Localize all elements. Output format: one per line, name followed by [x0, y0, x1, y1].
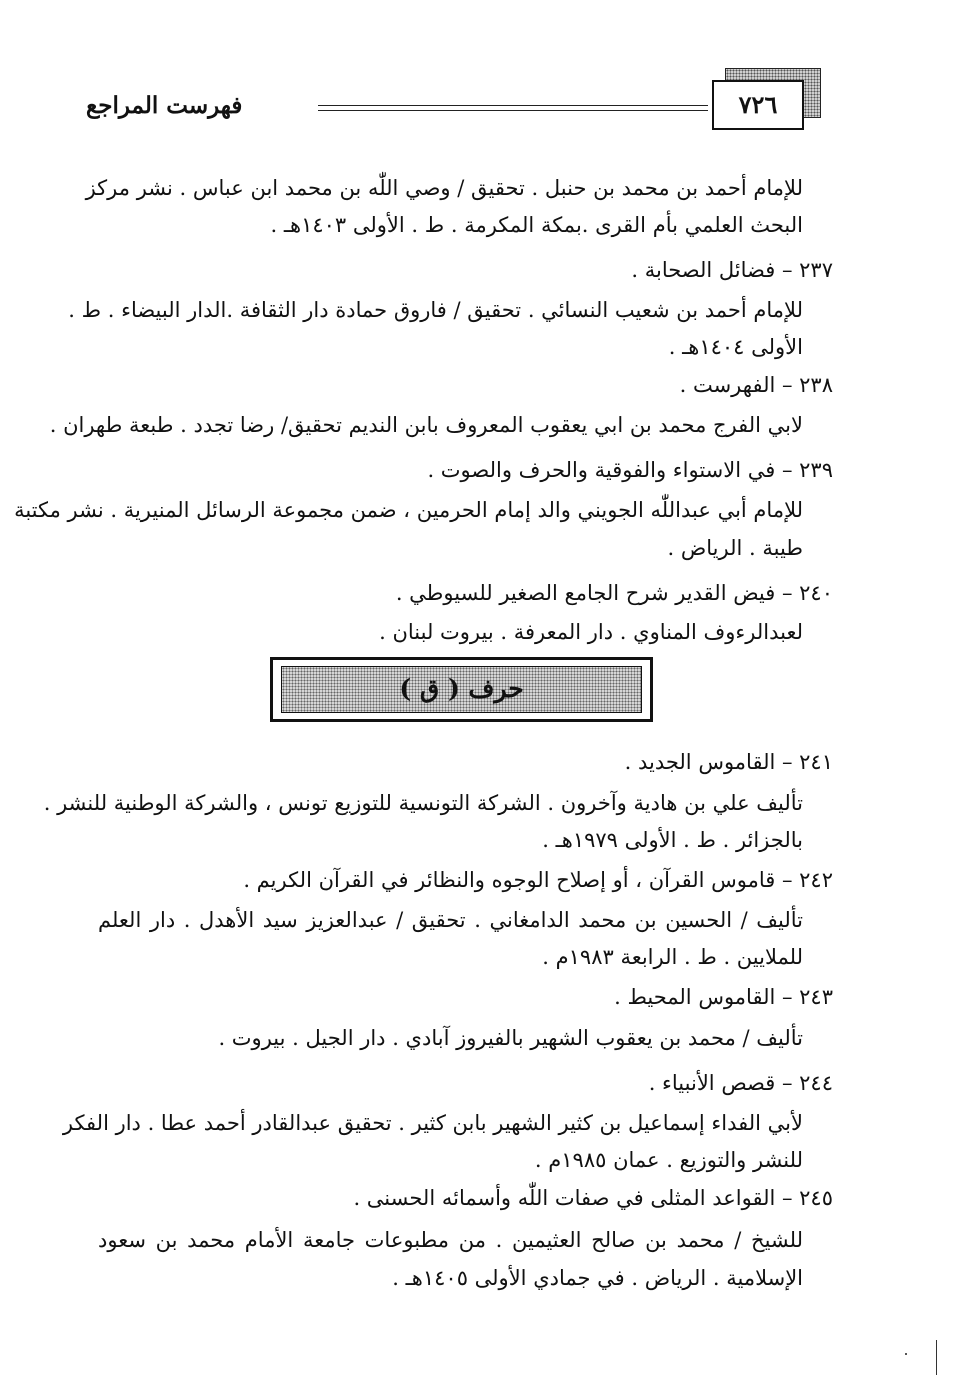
reference-line: الأولى ١٤٠٤هـ .: [668, 335, 803, 359]
reference-line: للشيخ / محمد بن صالح العثيمين . من مطبوعات جامعة الأمام محمد بن سعود: [98, 1228, 803, 1252]
reference-line: تأليف / الحسين بن محمد الدامغاني . تحقيق / عبدالعزيز سيد الأهدل . دار العلم: [98, 908, 803, 932]
reference-line: البحث العلمي بأم القرى .بمكة المكرمة . ط . الأولى ١٤٠٣هـ .: [270, 213, 803, 237]
reference-title: ٢٤٤ – قصص الأنبياء .: [648, 1071, 833, 1095]
reference-line: الإسلامية . الرياض . في جمادي الأولى ١٤٠٥هـ .: [392, 1266, 803, 1290]
reference-line: لأبي الفداء إسماعيل بن كثير الشهير بابن كثير . تحقيق عبدالقادر أحمد عطا . دار الفكر: [62, 1111, 803, 1135]
section-banner: [270, 657, 653, 722]
reference-line: طيبة . الرياض .: [667, 536, 803, 560]
reference-line: لابي الفرج محمد بن ابي يعقوب المعروف بابن النديم تحقيق/ رضا تجدد . طبعة طهران .: [49, 413, 803, 437]
reference-title: ٢٤٠ – فيض القدير شرح الجامع الصغير للسيوطي .: [395, 581, 833, 605]
reference-line: لعبدالرءوف المناوي . دار المعرفة . بيروت لبنان .: [379, 620, 803, 644]
reference-line: تأليف علي بن هادية وآخرون . الشركة التونسية للتوزيع تونس ، والشركة الوطنية للنشر .: [43, 791, 803, 815]
margin-mark: [936, 1340, 937, 1375]
reference-line: للإمام أحمد بن محمد بن حنبل . تحقيق / وصي اللّٰه بن محمد ابن عباس . نشر مركز: [85, 176, 803, 200]
reference-line: للنشر والتوزيع . عمان ١٩٨٥م .: [534, 1148, 803, 1172]
reference-line: تأليف / محمد بن يعقوب الشهير بالفيروز آبادي . دار الجيل . بيروت .: [218, 1026, 803, 1050]
reference-title: ٢٤٢ – قاموس القرآن ، أو إصلاح الوجوه والنظائر في القرآن الكريم .: [243, 868, 833, 892]
reference-line: بالجزائر . ط . الأولى ١٩٧٩هـ .: [542, 828, 803, 852]
page-number: ٧٢٦: [712, 80, 804, 130]
reference-title: ٢٤٥ – القواعد المثلى في صفات اللّٰه وأسمائه الحسنى .: [353, 1186, 833, 1210]
reference-line: للإمام أحمد بن شعيب النسائي . تحقيق / فاروق حمادة دار الثقافة .الدار البيضاء . ط .: [68, 298, 803, 322]
running-header-title: فهرست المراجع: [86, 92, 243, 119]
reference-title: ٢٤١ – القاموس الجديد .: [624, 750, 833, 774]
reference-title: ٢٣٧ – فضائل الصحابة .: [631, 258, 833, 282]
reference-title: ٢٣٩ – في الاستواء والفوقية والحرف والصوت .: [427, 458, 833, 482]
reference-title: ٢٤٣ – القاموس المحيط .: [614, 985, 833, 1009]
header-rule: [318, 105, 708, 111]
scan-speck: [905, 1353, 907, 1355]
section-banner-label: [281, 666, 642, 713]
section-title: حرف ( ق ): [399, 674, 524, 703]
reference-line: للملايين . ط . الرابعة ١٩٨٣م .: [542, 945, 803, 969]
reference-title: ٢٣٨ – الفهرست .: [679, 373, 833, 397]
reference-line: للإمام أبي عبداللّٰه الجويني والد إمام الحرمين ، ضمن مجموعة الرسائل المنيرية . نشر مكتبة: [14, 498, 803, 522]
